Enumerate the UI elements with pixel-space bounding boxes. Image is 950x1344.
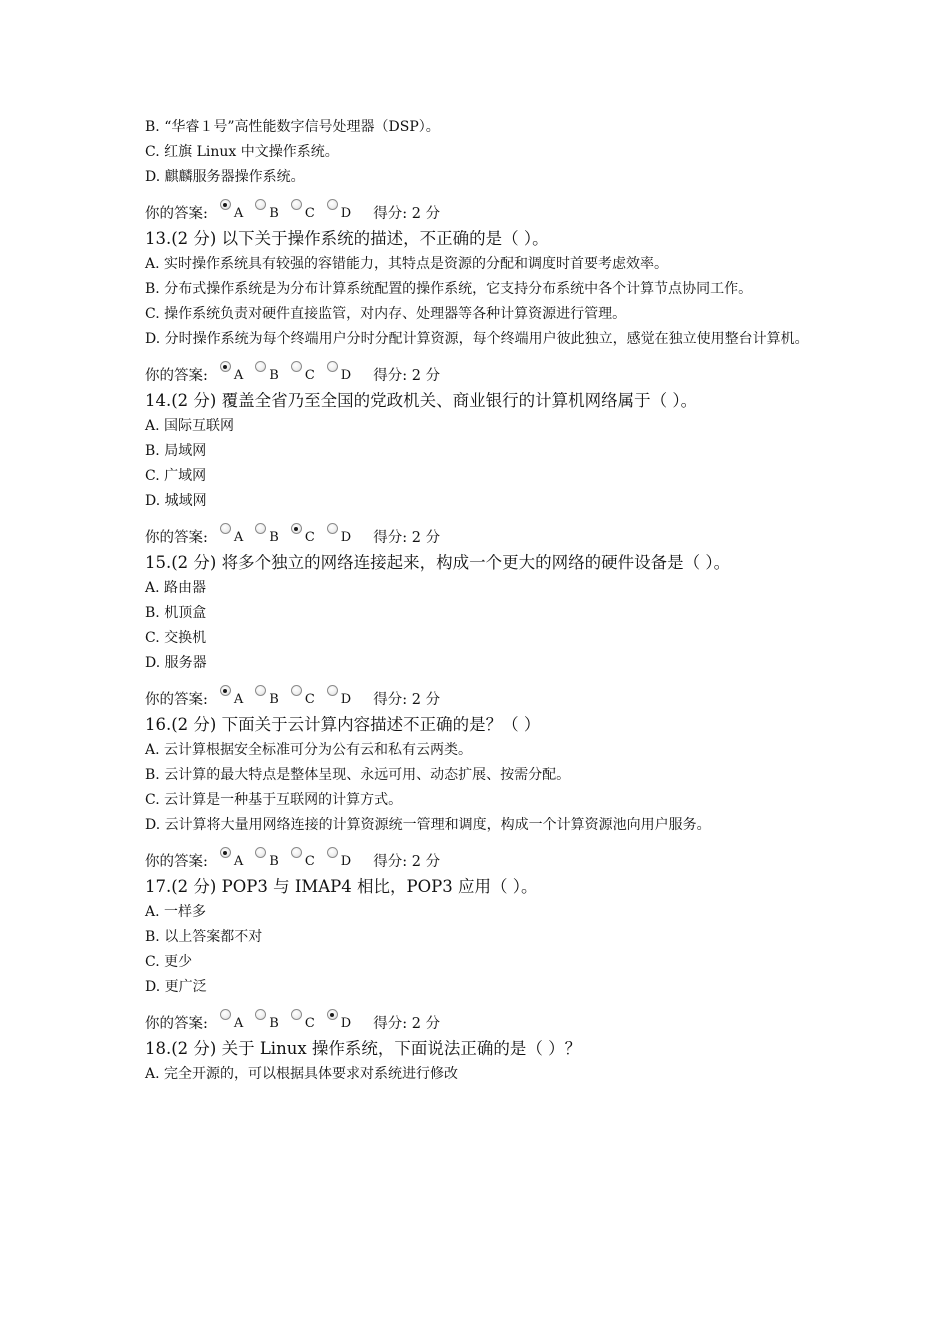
radio-button-d[interactable] — [327, 1009, 338, 1020]
choice-letter: B — [269, 530, 279, 545]
answer-choice-b[interactable] — [255, 1014, 279, 1034]
question-block — [145, 388, 825, 548]
answer-choice-b[interactable] — [255, 366, 279, 386]
option: A. 一样多 — [145, 904, 207, 920]
answer-choice-c[interactable] — [291, 528, 315, 548]
answer-choice-b[interactable] — [255, 852, 279, 872]
option: A. 云计算根据安全标准可分为公有云和私有云两类。 — [145, 742, 473, 758]
choice-letter: D — [340, 692, 352, 707]
answer-choice-d[interactable] — [327, 528, 351, 548]
answer-choice-d[interactable] — [327, 366, 351, 386]
option: D. 分时操作系统为每个终端用户分时分配计算资源，每个终端用户彼此独立，感觉在独立使用整台计算机。 — [145, 331, 809, 347]
question-list — [145, 226, 825, 1087]
choice-letter: C — [304, 206, 315, 221]
choice-letter: D — [340, 1016, 352, 1031]
answer-label: 你的答案: — [145, 854, 208, 870]
choice-letter: A — [233, 692, 244, 707]
answer-choice-a[interactable] — [220, 1014, 243, 1034]
question-title: 14.(2 分) 覆盖全省乃至全国的党政机关、商业银行的计算机网络属于（ ）。 — [145, 391, 698, 410]
choice-letter: B — [269, 368, 279, 383]
question-block — [145, 1036, 825, 1087]
answer-row — [145, 848, 825, 872]
option: A. 国际互联网 — [145, 418, 235, 434]
answer-choice-d[interactable] — [327, 1014, 351, 1034]
answer-choice-b[interactable] — [255, 690, 279, 710]
radio-button-d[interactable] — [327, 199, 338, 210]
radio-button-c[interactable] — [291, 847, 302, 858]
score-text: 得分: 2 分 — [373, 206, 441, 222]
quiz-document — [145, 115, 825, 1087]
choice-letter: C — [304, 692, 315, 707]
score-text: 得分: 2 分 — [373, 854, 441, 870]
answer-label: 你的答案: — [145, 206, 208, 222]
radio-button-b[interactable] — [255, 847, 266, 858]
option: C. 广域网 — [145, 468, 207, 484]
option: D. 服务器 — [145, 655, 207, 671]
option: B. 分布式操作系统是为分布计算系统配置的操作系统，它支持分布系统中各个计算节点协同工作。 — [145, 281, 753, 297]
choice-letter: B — [269, 692, 279, 707]
option: B. 以上答案都不对 — [145, 929, 263, 945]
radio-button-d[interactable] — [327, 685, 338, 696]
score-text: 得分: 2 分 — [373, 530, 441, 546]
radio-button-b[interactable] — [255, 199, 266, 210]
choice-letter: D — [340, 206, 352, 221]
answer-row — [145, 1010, 825, 1034]
radio-button-a[interactable] — [220, 523, 231, 534]
answer-choice-d[interactable] — [327, 852, 351, 872]
option: D. 云计算将大量用网络连接的计算资源统一管理和调度，构成一个计算资源池向用户服务。 — [145, 817, 711, 833]
choice-letter: B — [269, 206, 279, 221]
question-block — [145, 226, 825, 386]
answer-row — [145, 200, 825, 224]
question-title: 15.(2 分) 将多个独立的网络连接起来，构成一个更大的网络的硬件设备是（ ）。 — [145, 553, 731, 572]
score-text: 得分: 2 分 — [373, 1016, 441, 1032]
option: A. 完全开源的，可以根据具体要求对系统进行修改 — [145, 1066, 459, 1082]
choice-letter: D — [340, 368, 352, 383]
option: B. 云计算的最大特点是整体呈现、永远可用、动态扩展、按需分配。 — [145, 767, 571, 783]
option: B. “华睿１号”高性能数字信号处理器（DSP）。 — [145, 119, 440, 135]
option: D. 城域网 — [145, 493, 207, 509]
answer-label: 你的答案: — [145, 368, 208, 384]
option: B. 机顶盒 — [145, 605, 207, 621]
radio-button-a[interactable] — [220, 199, 231, 210]
choice-letter: D — [340, 854, 352, 869]
question-title: 17.(2 分) POP3 与 IMAP4 相比，POP3 应用（ ）。 — [145, 877, 538, 896]
answer-choice-d[interactable] — [327, 204, 351, 224]
option: C. 操作系统负责对硬件直接监管，对内存、处理器等各种计算资源进行管理。 — [145, 306, 627, 322]
radio-button-b[interactable] — [255, 523, 266, 534]
answer-choice-a[interactable] — [220, 852, 243, 872]
answer-label: 你的答案: — [145, 1016, 208, 1032]
radio-button-d[interactable] — [327, 361, 338, 372]
option: C. 红旗 Linux 中文操作系统。 — [145, 144, 339, 160]
answer-choice-a[interactable] — [220, 204, 243, 224]
radio-button-c[interactable] — [291, 1009, 302, 1020]
choice-letter: C — [304, 530, 315, 545]
answer-label: 你的答案: — [145, 692, 208, 708]
choice-letter: C — [304, 854, 315, 869]
score-text: 得分: 2 分 — [373, 368, 441, 384]
choice-letter: C — [304, 368, 315, 383]
answer-choice-c[interactable] — [291, 690, 315, 710]
option: C. 更少 — [145, 954, 193, 970]
radio-button-a[interactable] — [220, 847, 231, 858]
option: C. 云计算是一种基于互联网的计算方式。 — [145, 792, 403, 808]
radio-button-c[interactable] — [291, 199, 302, 210]
question-title: 16.(2 分) 下面关于云计算内容描述不正确的是？（ ） — [145, 715, 541, 734]
answer-choice-a[interactable] — [220, 528, 243, 548]
answer-choice-c[interactable] — [291, 204, 315, 224]
answer-choice-d[interactable] — [327, 690, 351, 710]
choice-letter: B — [269, 1016, 279, 1031]
question-block — [145, 550, 825, 710]
option: D. 麒麟服务器操作系统。 — [145, 169, 305, 185]
choice-letter: D — [340, 530, 352, 545]
option: A. 路由器 — [145, 580, 207, 596]
question-title: 13.(2 分) 以下关于操作系统的描述，不正确的是（ ）。 — [145, 229, 549, 248]
option: D. 更广泛 — [145, 979, 207, 995]
option: C. 交换机 — [145, 630, 207, 646]
choice-letter: B — [269, 854, 279, 869]
question-block — [145, 874, 825, 1034]
answer-choice-b[interactable] — [255, 528, 279, 548]
question-block — [145, 712, 825, 872]
answer-choice-a[interactable] — [220, 366, 243, 386]
radio-button-c[interactable] — [291, 523, 302, 534]
choice-letter: A — [233, 854, 244, 869]
option: B. 局域网 — [145, 443, 207, 459]
answer-label: 你的答案: — [145, 530, 208, 546]
top-options — [145, 115, 825, 190]
answer-choice-c[interactable] — [291, 852, 315, 872]
radio-button-c[interactable] — [291, 685, 302, 696]
radio-button-b[interactable] — [255, 685, 266, 696]
radio-button-c[interactable] — [291, 361, 302, 372]
radio-button-a[interactable] — [220, 685, 231, 696]
radio-button-a[interactable] — [220, 361, 231, 372]
answer-row — [145, 686, 825, 710]
answer-row — [145, 362, 825, 386]
radio-button-b[interactable] — [255, 1009, 266, 1020]
question-title: 18.(2 分) 关于 Linux 操作系统，下面说法正确的是（ ）？ — [145, 1039, 582, 1058]
answer-choice-b[interactable] — [255, 204, 279, 224]
choice-letter: C — [304, 1016, 315, 1031]
radio-button-b[interactable] — [255, 361, 266, 372]
radio-button-d[interactable] — [327, 523, 338, 534]
answer-choice-c[interactable] — [291, 366, 315, 386]
choice-letter: A — [233, 206, 244, 221]
radio-button-d[interactable] — [327, 847, 338, 858]
radio-button-a[interactable] — [220, 1009, 231, 1020]
option: A. 实时操作系统具有较强的容错能力，其特点是资源的分配和调度时首要考虑效率。 — [145, 256, 669, 272]
choice-letter: A — [233, 530, 244, 545]
score-text: 得分: 2 分 — [373, 692, 441, 708]
answer-row — [145, 524, 825, 548]
choice-letter: A — [233, 1016, 244, 1031]
answer-choice-c[interactable] — [291, 1014, 315, 1034]
answer-choice-a[interactable] — [220, 690, 243, 710]
choice-letter: A — [233, 368, 244, 383]
